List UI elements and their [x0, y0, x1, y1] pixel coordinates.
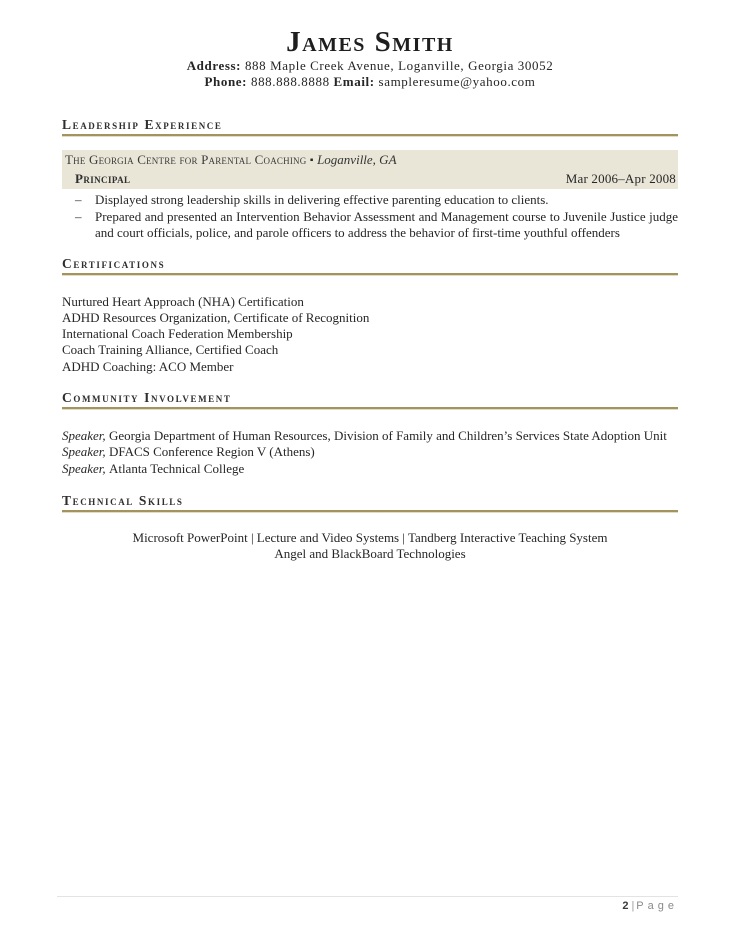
section-technical-skills: [62, 493, 678, 563]
speaker-role: Speaker,: [62, 460, 106, 476]
address-value: 888 Maple Creek Avenue, Loganville, Georgia 30052: [244, 58, 554, 73]
section-title-certifications: Certifications: [62, 255, 166, 271]
section-rule: [62, 510, 678, 513]
resume-header: [62, 26, 678, 90]
section-certifications: [62, 256, 678, 375]
section-title-leadership: Leadership Experience: [62, 117, 223, 132]
speaker-org: Atlanta Technical College: [108, 460, 245, 476]
employer-line: [65, 151, 676, 170]
leadership-bullet-list: [62, 192, 678, 242]
address-label: Address:: [186, 58, 242, 73]
email-label: Email:: [333, 74, 375, 89]
bullet-item: [62, 192, 678, 209]
speaker-org: DFACS Conference Region V (Athens): [108, 444, 315, 460]
phone-value: 888.888.8888: [250, 74, 330, 89]
section-rule: [62, 407, 678, 410]
email-value: sampleresume@yahoo.com: [378, 74, 536, 89]
skills-block: [62, 530, 678, 563]
certifications-list: [62, 294, 678, 375]
footer-text: [57, 900, 678, 912]
bullet-text: Displayed strong leadership skills in delivering effective parenting education to clients.: [95, 192, 549, 207]
certification-item: Nurtured Heart Approach (NHA) Certification: [62, 293, 304, 309]
skills-line: Angel and BlackBoard Technologies: [274, 546, 466, 562]
role-dates: Mar 2006–Apr 2008: [565, 171, 676, 186]
speaker-role: Speaker,: [62, 427, 106, 443]
community-item: [62, 461, 678, 477]
employer-company: The Georgia Centre for Parental Coaching: [65, 152, 307, 167]
dash-bullet-icon: –: [75, 208, 82, 224]
resume-name: James Smith: [286, 26, 454, 58]
section-community-involvement: [62, 390, 678, 477]
certification-item: Coach Training Alliance, Certified Coach: [62, 342, 279, 358]
speaker-org: Georgia Department of Human Resources, Division of Family and Children’s Services State Adoption Unit: [108, 427, 667, 443]
section-title-community: Community Involvement: [62, 389, 232, 405]
bullet-text: Prepared and presented an Intervention Behavior Assessment and Management course to Juvenile Justice judge and court officials, police, and parole officers to address the behavior of first-time youthful offenders: [95, 208, 678, 240]
dash-bullet-icon: –: [75, 192, 82, 207]
section-rule: [62, 134, 678, 137]
footer-page-label: Page: [636, 900, 678, 912]
footer-separator: |: [631, 900, 635, 912]
section-rule: [62, 273, 678, 276]
community-item: [62, 444, 678, 460]
skills-line: Microsoft PowerPoint | Lecture and Video Systems | Tandberg Interactive Teaching System: [132, 529, 608, 545]
speaker-role: Speaker,: [62, 444, 106, 460]
community-list: [62, 428, 678, 477]
phone-email-line: [62, 74, 678, 90]
certification-item: International Coach Federation Membership: [62, 326, 293, 342]
phone-label: Phone:: [204, 74, 248, 89]
employer-highlight-bar: [62, 150, 678, 189]
role-line: [65, 170, 676, 187]
section-title-technical: Technical Skills: [62, 492, 184, 508]
page-footer: [57, 896, 678, 912]
section-leadership-experience: [62, 117, 678, 242]
community-item: [62, 428, 678, 444]
address-line: [62, 58, 678, 74]
footer-divider: [57, 896, 678, 897]
role-title: Principal: [75, 171, 131, 186]
certification-item: ADHD Coaching: ACO Member: [62, 358, 234, 374]
certification-item: ADHD Resources Organization, Certificate of Recognition: [62, 309, 370, 325]
bullet-item: [62, 209, 678, 242]
footer-page-number: 2: [622, 900, 630, 912]
square-bullet-icon: ▪: [309, 155, 314, 166]
employer-location: Loganville, GA: [317, 152, 397, 167]
